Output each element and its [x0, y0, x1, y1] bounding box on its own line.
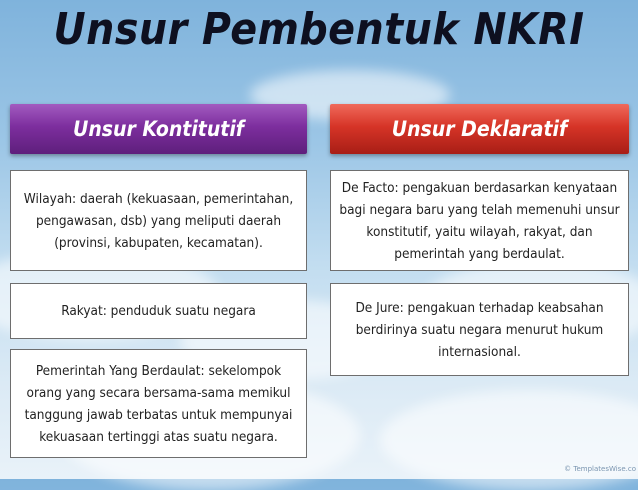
left-column-header: Unsur Kontitutif: [10, 104, 307, 154]
rakyat-text: Rakyat: penduduk suatu negara: [61, 303, 256, 319]
slide-title: Unsur Pembentuk NKRI: [53, 4, 585, 55]
de-facto-text: De Facto: pengakuan berdasarkan kenyataan bagi negara baru yang telah memenuhi unsur konstitutif, yaitu wilayah, rakyat, dan pemerintah yang berdaulat.: [339, 179, 620, 262]
wilayah-text: Wilayah: daerah (kekuasaan, pemerintahan, pengawasan, dsb) yang meliputi daerah (provinsi, kabupaten, kecamatan).: [23, 190, 294, 251]
watermark: © TemplatesWise.co: [564, 465, 636, 473]
pemerintah-text: Pemerintah Yang Berdaulat: sekelompok orang yang secara bersama-sama memikul tanggung jawab terbatas untuk mempunyai kekuasaan tertinggi atas suatu negara.: [24, 362, 293, 445]
pemerintah-box: [10, 349, 307, 458]
de-jure-box: [330, 283, 629, 376]
right-column-header: Unsur Deklaratif: [330, 104, 629, 154]
de-jure-text: De Jure: pengakuan terhadap keabsahan berdirinya suatu negara menurut hukum internasional.: [355, 299, 604, 360]
rakyat-box: [10, 283, 307, 339]
de-facto-box: [330, 170, 629, 271]
wilayah-box: [10, 170, 307, 271]
cloud-decoration: [380, 390, 638, 490]
